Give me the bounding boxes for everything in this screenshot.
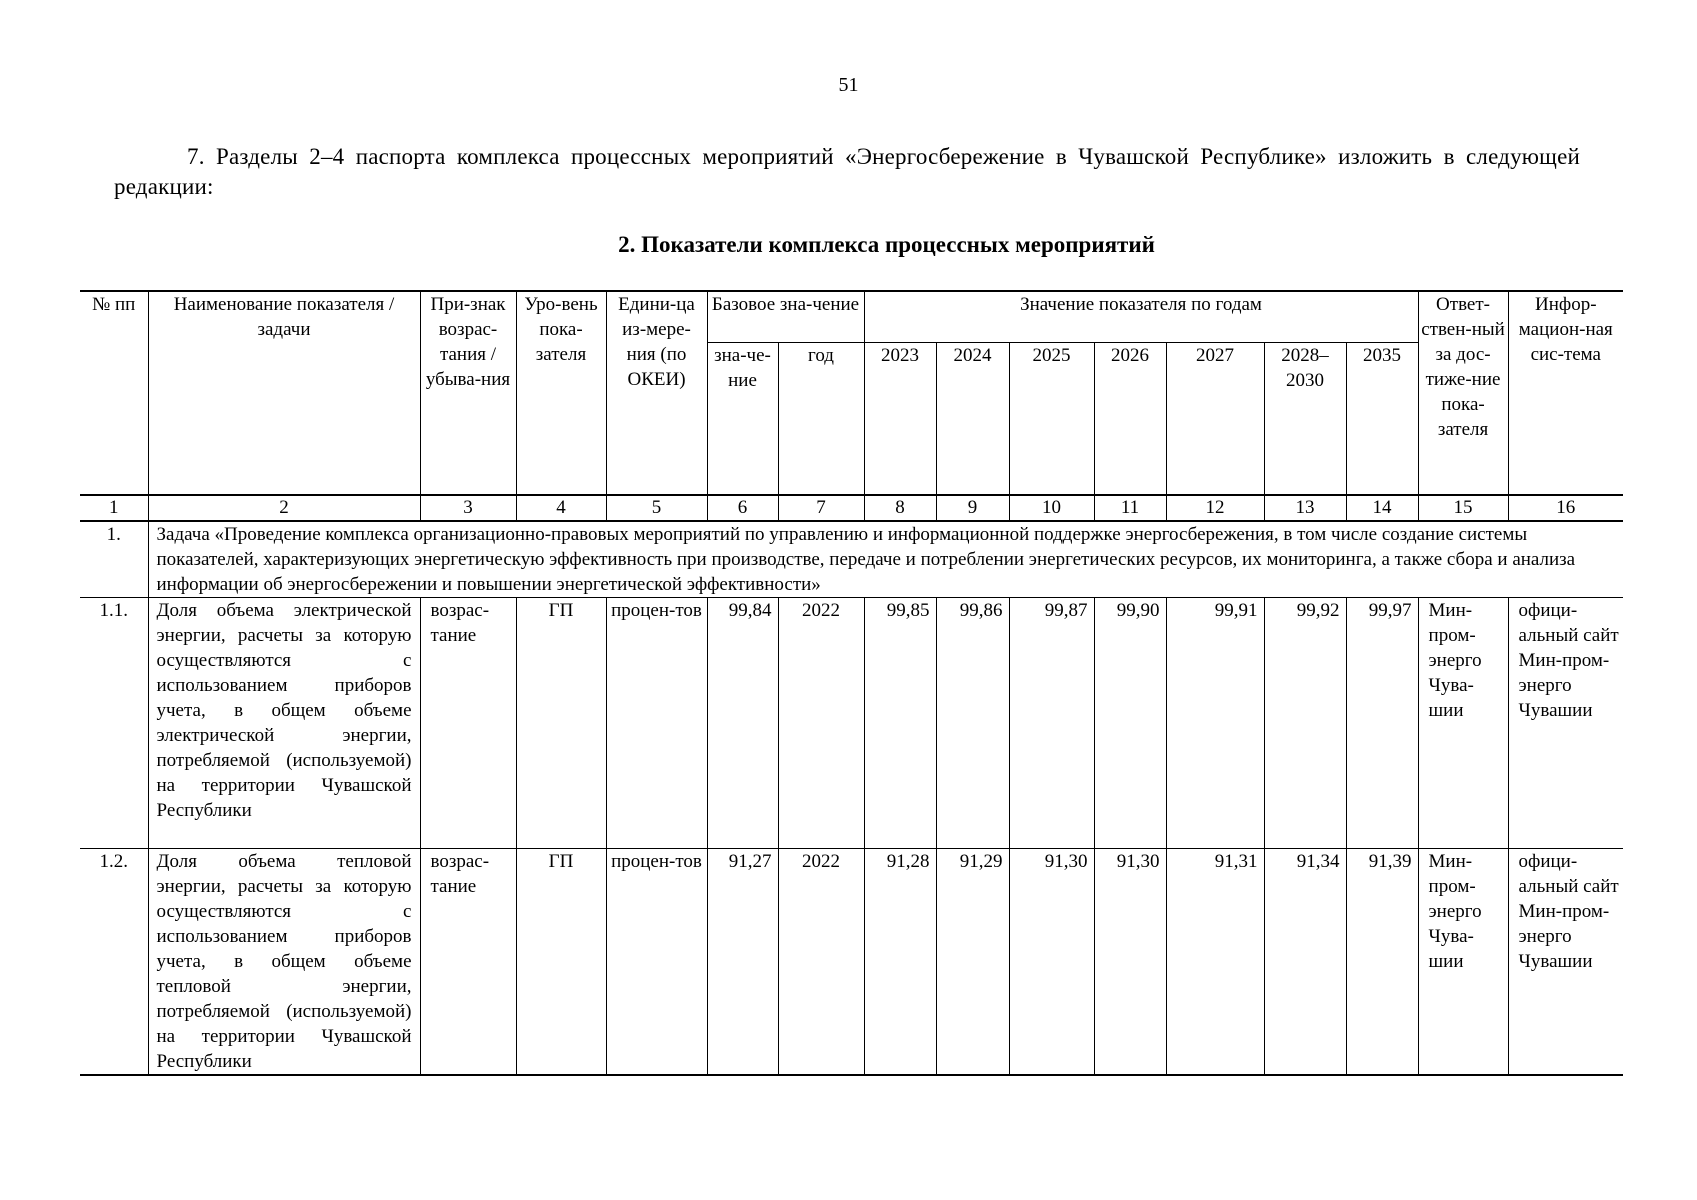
year-value: 99,92 — [1264, 598, 1346, 849]
year-value: 91,31 — [1166, 849, 1264, 1076]
year-value: 91,34 — [1264, 849, 1346, 1076]
header-year: 2024 — [936, 342, 1009, 495]
header-year: 2025 — [1009, 342, 1094, 495]
indicator-name: Доля объема тепловой энергии, расчеты за которую осуществляются с использованием приборов учета, в общем объеме тепловой энергии, потребляемой (используемой) на территории Чувашской Республики — [148, 849, 420, 1076]
header-num: № пп — [80, 291, 148, 495]
indicator-sign: возрас-тание — [420, 849, 516, 1076]
header-base-value: зна-че-ние — [707, 342, 778, 495]
task-num: 1. — [80, 521, 148, 598]
year-value: 99,90 — [1094, 598, 1166, 849]
column-number: 10 — [1009, 495, 1094, 521]
info-system: офици-альный сайт Мин-пром-энерго Чувашии — [1508, 598, 1623, 849]
year-value: 91,30 — [1094, 849, 1166, 1076]
base-value: 99,84 — [707, 598, 778, 849]
header-years-group: Значение показателя по годам — [864, 291, 1418, 342]
base-value: 91,27 — [707, 849, 778, 1076]
column-number: 12 — [1166, 495, 1264, 521]
base-year: 2022 — [778, 849, 864, 1076]
row-num: 1.1. — [80, 598, 148, 849]
task-text: Задача «Проведение комплекса организационно-правовых мероприятий по управлению и информационной поддержке энергосбережения, в том числе создание системы показателей, характеризующих энергетическую эффективность при производстве, передаче и потреблении энергетических ресурсов, их мониторинга, а также сбора и анализа информации об энергосбережении и повышении энергетической эффективности» — [148, 521, 1623, 598]
column-number: 11 — [1094, 495, 1166, 521]
year-value: 99,97 — [1346, 598, 1418, 849]
header-base: Базовое зна-чение — [707, 291, 864, 342]
indicator-level: ГП — [516, 849, 606, 1076]
column-number: 5 — [606, 495, 707, 521]
indicators-table — [80, 290, 1623, 1076]
responsible: Мин-пром-энерго Чува-шии — [1418, 849, 1508, 1076]
column-numbers-row — [80, 495, 1623, 521]
year-value: 99,85 — [864, 598, 936, 849]
column-number: 15 — [1418, 495, 1508, 521]
year-value: 91,39 — [1346, 849, 1418, 1076]
page-number: 51 — [838, 74, 859, 96]
header-responsible: Ответ-ствен-ный за дос-тиже-ние пока-зателя — [1418, 291, 1508, 495]
column-number: 13 — [1264, 495, 1346, 521]
base-year: 2022 — [778, 598, 864, 849]
info-system: офици-альный сайт Мин-пром-энерго Чувашии — [1508, 849, 1623, 1076]
year-value: 99,86 — [936, 598, 1009, 849]
header-unit: Едини-ца из-мере-ния (по ОКЕИ) — [606, 291, 707, 495]
column-number: 7 — [778, 495, 864, 521]
task-row — [80, 521, 1623, 598]
column-number: 16 — [1508, 495, 1623, 521]
header-info-system: Инфор-мацион-ная сис-тема — [1508, 291, 1623, 495]
year-value: 99,91 — [1166, 598, 1264, 849]
header-base-year: год — [778, 342, 864, 495]
header-year: 2028–2030 — [1264, 342, 1346, 495]
year-value: 99,87 — [1009, 598, 1094, 849]
header-year: 2035 — [1346, 342, 1418, 495]
header-year: 2026 — [1094, 342, 1166, 495]
indicator-name: Доля объема электрической энергии, расчеты за которую осуществляются с использованием приборов учета, в общем объеме электрической энергии, потребляемой (используемой) на территории Чувашской Республики — [148, 598, 420, 849]
column-number: 14 — [1346, 495, 1418, 521]
header-year: 2023 — [864, 342, 936, 495]
table-row — [80, 598, 1623, 849]
intro-paragraph: 7. Разделы 2–4 паспорта комплекса процессных мероприятий «Энергосбережение в Чувашской Республике» изложить в следующей редакции: — [114, 144, 1580, 199]
column-number: 8 — [864, 495, 936, 521]
indicator-sign: возрас-тание — [420, 598, 516, 849]
responsible: Мин-пром-энерго Чува-шии — [1418, 598, 1508, 849]
column-number: 3 — [420, 495, 516, 521]
year-value: 91,30 — [1009, 849, 1094, 1076]
indicator-level: ГП — [516, 598, 606, 849]
column-number: 9 — [936, 495, 1009, 521]
indicator-unit: процен-тов — [606, 598, 707, 849]
header-sign: При-знак возрас-тания / убыва-ния — [420, 291, 516, 495]
column-number: 4 — [516, 495, 606, 521]
year-value: 91,29 — [936, 849, 1009, 1076]
header-level: Уро-вень пока-зателя — [516, 291, 606, 495]
header-year: 2027 — [1166, 342, 1264, 495]
year-value: 91,28 — [864, 849, 936, 1076]
column-number: 1 — [80, 495, 148, 521]
column-number: 6 — [707, 495, 778, 521]
header-row — [80, 291, 1623, 342]
column-number: 2 — [148, 495, 420, 521]
header-name: Наименование показателя / задачи — [148, 291, 420, 495]
indicator-unit: процен-тов — [606, 849, 707, 1076]
row-num: 1.2. — [80, 849, 148, 1076]
table-row — [80, 849, 1623, 1076]
section-title: 2. Показатели комплекса процессных мероприятий — [618, 232, 1155, 257]
